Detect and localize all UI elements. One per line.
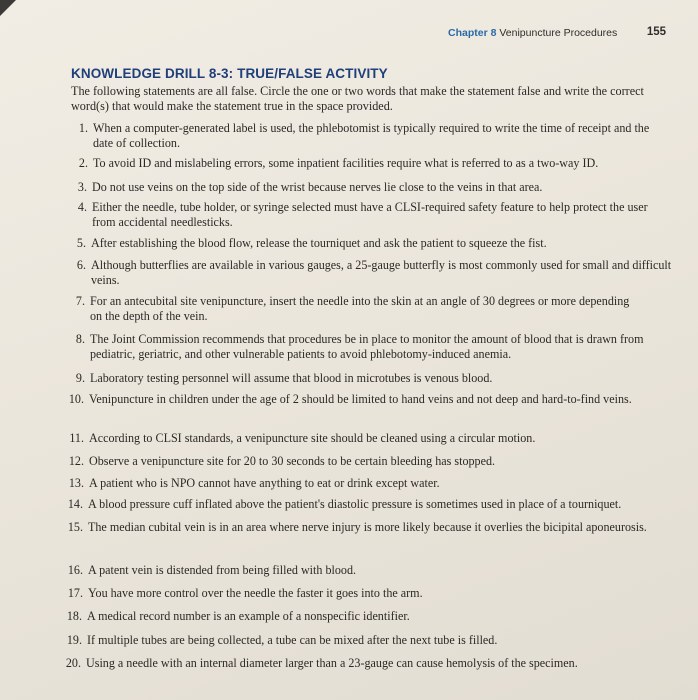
item-text: After establishing the blood flow, release the tourniquet and ask the patient to squeeze the fist. bbox=[91, 236, 547, 250]
item-number: 9. bbox=[75, 371, 85, 385]
item-number: 18. bbox=[66, 609, 82, 623]
list-item bbox=[67, 497, 692, 512]
item-number: 3. bbox=[77, 180, 87, 194]
item-number: 15. bbox=[67, 520, 83, 534]
list-item bbox=[76, 236, 671, 251]
item-number: 1. bbox=[78, 121, 88, 135]
item-number: 5. bbox=[76, 236, 86, 250]
item-number: 19. bbox=[66, 633, 82, 647]
list-item bbox=[68, 476, 669, 491]
list-item bbox=[67, 586, 668, 601]
item-number: 10. bbox=[68, 392, 84, 406]
list-item bbox=[68, 454, 669, 469]
item-text: Laboratory testing personnel will assume that blood in microtubes is venous blood. bbox=[90, 371, 493, 385]
list-item bbox=[75, 294, 638, 323]
item-number: 13. bbox=[68, 476, 84, 490]
item-text: The Joint Commission recommends that procedures be in place to monitor the amount of blood that is drawn from pediatric, geriatric, and other vulnerable patients to avoid phlebotomy-induced anemia. bbox=[90, 332, 644, 361]
list-item bbox=[69, 431, 669, 446]
item-text: Either the needle, tube holder, or syringe selected must have a CLSI-required safety feature to help protect the user from accidental needlesticks. bbox=[92, 200, 648, 229]
item-number: 4. bbox=[77, 200, 87, 214]
item-number: 6. bbox=[76, 258, 86, 272]
item-text: When a computer-generated label is used, the phlebotomist is typically required to write the time of receipt and the date of collection. bbox=[93, 121, 650, 150]
item-text: You have more control over the needle the faster it goes into the arm. bbox=[88, 586, 423, 600]
item-number: 2. bbox=[78, 156, 88, 170]
list-item bbox=[77, 180, 662, 195]
list-item bbox=[75, 332, 680, 361]
item-text: Using a needle with an internal diameter larger than a 23-gauge can cause hemolysis of the specimen. bbox=[86, 656, 578, 670]
item-text: A blood pressure cuff inflated above the patient's diastolic pressure is sometimes used in place of a tourniquet. bbox=[88, 497, 622, 511]
list-item bbox=[77, 200, 670, 229]
list-item bbox=[75, 371, 670, 386]
chapter-title: Venipuncture Procedures bbox=[499, 27, 618, 39]
list-item bbox=[68, 392, 659, 407]
list-item bbox=[67, 520, 658, 535]
item-text: If multiple tubes are being collected, a tube can be mixed after the next tube is filled. bbox=[87, 633, 498, 647]
item-text: For an antecubital site venipuncture, insert the needle into the skin at an angle of 30 degrees or more depending on the depth of the vein. bbox=[90, 294, 630, 323]
item-text: Although butterflies are available in various gauges, a 25-gauge butterfly is most commonly used for small and difficult veins. bbox=[91, 258, 672, 287]
drill-instructions: The following statements are all false. Circle the one or two words that make the statement false and write the correct word(s) that would make the statement true in the space provided. bbox=[71, 84, 644, 113]
item-number: 7. bbox=[75, 294, 85, 308]
item-number: 17. bbox=[67, 586, 83, 600]
item-text: To avoid ID and mislabeling errors, some inpatient facilities require what is referred to as a two-way ID. bbox=[93, 156, 599, 170]
item-text: A medical record number is an example of a nonspecific identifier. bbox=[87, 609, 410, 623]
item-text: Do not use veins on the top side of the wrist because nerves lie close to the veins in that area. bbox=[92, 180, 543, 194]
list-item bbox=[67, 563, 668, 578]
list-item bbox=[78, 121, 658, 150]
chapter-label: Chapter 8 bbox=[448, 27, 497, 39]
item-number: 12. bbox=[68, 454, 84, 468]
item-text: According to CLSI standards, a venipuncture site should be cleaned using a circular motion. bbox=[89, 431, 536, 445]
page-number: 155 bbox=[646, 26, 666, 38]
list-item bbox=[66, 633, 667, 648]
item-number: 16. bbox=[67, 563, 83, 577]
list-item bbox=[76, 258, 678, 287]
item-number: 20. bbox=[65, 656, 81, 670]
item-number: 14. bbox=[67, 497, 83, 511]
list-item bbox=[78, 156, 663, 171]
list-item bbox=[66, 609, 667, 624]
item-text: A patient who is NPO cannot have anything to eat or drink except water. bbox=[89, 476, 440, 490]
item-text: Venipuncture in children under the age of 2 should be limited to hand veins and not deep and hard-to-find veins. bbox=[89, 392, 632, 406]
item-text: A patent vein is distended from being filled with blood. bbox=[88, 563, 357, 577]
item-text: Observe a venipuncture site for 20 to 30 seconds to be certain bleeding has stopped. bbox=[89, 454, 496, 468]
item-number: 11. bbox=[69, 431, 84, 445]
item-number: 8. bbox=[75, 332, 85, 346]
drill-title: KNOWLEDGE DRILL 8-3: TRUE/FALSE ACTIVITY bbox=[71, 66, 388, 81]
item-text: The median cubital vein is in an area where nerve injury is more likely because it overlies the bicipital aponeurosis. bbox=[88, 520, 647, 534]
list-item bbox=[65, 656, 686, 671]
